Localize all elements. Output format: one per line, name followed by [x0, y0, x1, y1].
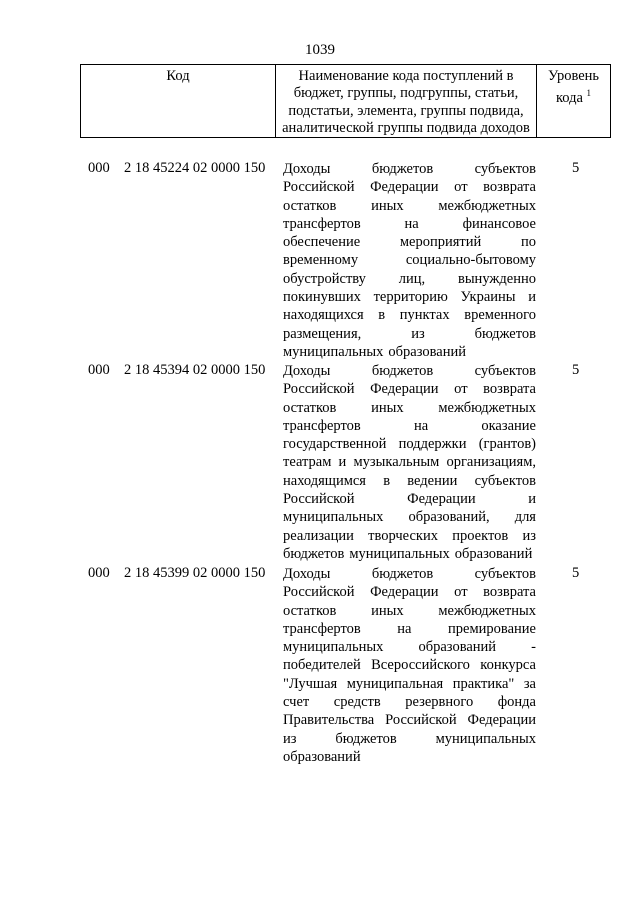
name-word: премирование — [448, 620, 536, 637]
name-line — [283, 288, 536, 306]
name-line — [283, 160, 536, 178]
name-line — [283, 270, 536, 288]
header-name-line: Наименование кода поступлений в — [298, 68, 514, 84]
name-word: из — [522, 527, 536, 544]
name-word: театрам — [283, 454, 332, 471]
name-word: ведении — [407, 472, 458, 489]
row-group-code: 000 — [88, 362, 110, 378]
name-word: субъектов — [474, 161, 536, 177]
name-line — [283, 251, 536, 269]
name-word: фонда — [497, 694, 536, 711]
name-word: от — [454, 584, 468, 601]
name-word: иных — [371, 197, 404, 214]
name-word: бюджетов — [371, 363, 434, 379]
name-word: бюджетов — [335, 730, 397, 747]
name-word: бюджетов — [371, 566, 434, 582]
name-line — [283, 565, 536, 583]
name-word: территорию — [373, 289, 448, 306]
name-line — [283, 362, 536, 380]
name-word: конкурса — [480, 657, 536, 674]
name-word: организациям, — [446, 454, 536, 471]
name-word: находящимся — [283, 472, 366, 489]
name-word: находящихся — [283, 307, 364, 324]
name-word: иных — [371, 399, 404, 416]
name-word: из — [411, 325, 425, 342]
name-word: резервного — [405, 694, 474, 711]
name-word: муниципальная — [346, 675, 444, 692]
name-word: мероприятий — [399, 234, 482, 251]
name-word: из — [283, 730, 297, 747]
name-line — [283, 656, 536, 674]
page-number: 1039 — [305, 42, 335, 58]
name-word: "Лучшая — [283, 675, 338, 692]
name-word: временному — [283, 252, 359, 269]
name-word: оказание — [481, 417, 536, 434]
name-word: Российской — [283, 491, 355, 508]
row-code: 2 18 45399 02 0000 150 — [124, 565, 266, 581]
name-word: в — [378, 307, 386, 324]
name-word: бюджетов — [474, 325, 536, 342]
name-word: от — [454, 381, 468, 398]
name-word: социально-бытовому — [405, 252, 536, 269]
name-word: реализации — [283, 527, 354, 544]
name-line — [283, 490, 536, 508]
name-line — [283, 435, 536, 453]
name-word: покинувших — [283, 289, 361, 306]
name-word: финансовое — [462, 215, 536, 232]
name-word: муниципальных — [283, 639, 384, 656]
name-word: поддержки — [398, 436, 467, 453]
name-word: за — [523, 675, 536, 692]
name-word: межбюджетных — [438, 197, 536, 214]
header-level-line: Уровень — [547, 68, 600, 84]
name-line — [283, 325, 536, 343]
name-word: (грантов) — [478, 436, 536, 453]
name-line — [283, 233, 536, 251]
row-code: 2 18 45394 02 0000 150 — [124, 362, 266, 378]
row-code: 2 18 45224 02 0000 150 — [124, 160, 266, 176]
name-word: остатков — [283, 399, 337, 416]
name-line — [283, 306, 536, 324]
name-word: проектов — [452, 527, 509, 544]
header-level — [537, 65, 610, 137]
name-word: счет — [283, 694, 310, 711]
name-line — [283, 693, 536, 711]
header-name — [276, 65, 537, 137]
name-word: на — [413, 417, 429, 434]
name-word: образований, — [408, 509, 490, 526]
name-word: Доходы — [283, 363, 331, 379]
name-word: Федерации — [370, 584, 439, 601]
name-word: Российской — [283, 179, 355, 196]
name-word: на — [397, 620, 412, 637]
name-word: образований — [418, 639, 497, 656]
name-word: и — [338, 454, 347, 471]
name-word: иных — [371, 602, 404, 619]
header-name-line: подстатьи, элемента, группы подвида, — [288, 102, 524, 119]
name-line — [283, 748, 536, 766]
name-word: бюджетов — [283, 545, 345, 562]
name-word: Федерации — [370, 381, 439, 398]
header-name-line: бюджет, группы, подгруппы, статьи, — [293, 85, 519, 102]
name-line — [283, 602, 536, 620]
name-word: возврата — [483, 179, 536, 196]
name-word: бюджетов — [371, 161, 434, 177]
name-line — [283, 417, 536, 435]
name-word: возврата — [483, 584, 536, 601]
name-line — [283, 453, 536, 471]
row-name — [283, 160, 536, 361]
row-level: 5 — [572, 362, 580, 378]
footnote-marker: 1 — [586, 88, 592, 99]
name-line — [283, 197, 536, 215]
name-word: Всероссийского — [371, 657, 470, 674]
name-word: музыкальным — [353, 454, 440, 471]
name-word: трансфертов — [283, 215, 361, 232]
name-word: муниципальных — [435, 730, 536, 747]
name-word: субъектов — [474, 472, 536, 489]
name-word: - — [531, 639, 536, 656]
name-line — [283, 620, 536, 638]
name-word: практика" — [452, 675, 515, 692]
name-word: Российской — [385, 712, 457, 729]
name-word: для — [514, 509, 536, 526]
name-word: Федерации — [407, 491, 476, 508]
header-level-text: кода — [555, 90, 583, 107]
name-word: в — [383, 472, 391, 489]
name-word: межбюджетных — [438, 399, 536, 416]
name-word: государственной — [283, 436, 387, 453]
name-line — [283, 508, 536, 526]
name-line — [283, 343, 536, 361]
name-word: межбюджетных — [438, 602, 536, 619]
name-word: Доходы — [283, 566, 331, 582]
header-level-line — [537, 85, 610, 107]
name-word: субъектов — [474, 566, 536, 582]
name-word: творческих — [368, 527, 438, 544]
name-word: вынужденно — [457, 270, 536, 287]
name-word: муниципальных — [349, 545, 450, 562]
header-code: Код — [81, 65, 276, 137]
name-word: временного — [464, 307, 536, 324]
name-word: возврата — [483, 381, 536, 398]
name-line — [283, 545, 536, 563]
row-level: 5 — [572, 565, 580, 581]
row-name — [283, 565, 536, 766]
name-word: на — [404, 215, 419, 232]
name-word: победителей — [283, 657, 361, 674]
name-line — [283, 399, 536, 417]
name-word: обустройству — [283, 270, 366, 287]
name-word: муниципальных — [283, 343, 384, 360]
name-word: по — [520, 234, 536, 251]
name-line — [283, 380, 536, 398]
name-word: Доходы — [283, 161, 331, 177]
name-line — [283, 178, 536, 196]
name-word: Федерации — [467, 712, 536, 729]
name-line — [283, 215, 536, 233]
name-word: образований — [283, 748, 361, 765]
row-group-code: 000 — [88, 160, 110, 176]
row-level: 5 — [572, 160, 580, 176]
name-word: Правительства — [283, 712, 375, 729]
row-name — [283, 362, 536, 563]
name-word: муниципальных — [283, 509, 384, 526]
name-word: Федерации — [370, 179, 439, 196]
name-line — [283, 583, 536, 601]
name-word: образований — [454, 545, 533, 562]
name-word: остатков — [283, 602, 337, 619]
name-word: и — [528, 491, 536, 508]
name-word: размещения, — [283, 325, 362, 342]
row-group-code: 000 — [88, 565, 110, 581]
name-line — [283, 472, 536, 490]
name-word: трансфертов — [283, 620, 361, 637]
name-word: субъектов — [474, 363, 536, 379]
name-line — [283, 527, 536, 545]
table-header — [80, 64, 611, 138]
name-word: и — [528, 289, 536, 306]
name-word: Российской — [283, 584, 355, 601]
name-word: лиц, — [398, 270, 426, 287]
name-word: образований — [388, 343, 466, 360]
name-word: средств — [333, 694, 381, 711]
name-word: от — [454, 179, 468, 196]
name-word: Российской — [283, 381, 355, 398]
name-word: Украины — [460, 289, 516, 306]
name-word: пунктах — [399, 307, 450, 324]
header-name-line: аналитической группы подвида доходов — [282, 120, 530, 137]
name-line — [283, 711, 536, 729]
name-word: обеспечение — [283, 234, 361, 251]
name-line — [283, 675, 536, 693]
name-line — [283, 638, 536, 656]
name-word: остатков — [283, 197, 337, 214]
name-line — [283, 730, 536, 748]
name-word: трансфертов — [283, 417, 361, 434]
